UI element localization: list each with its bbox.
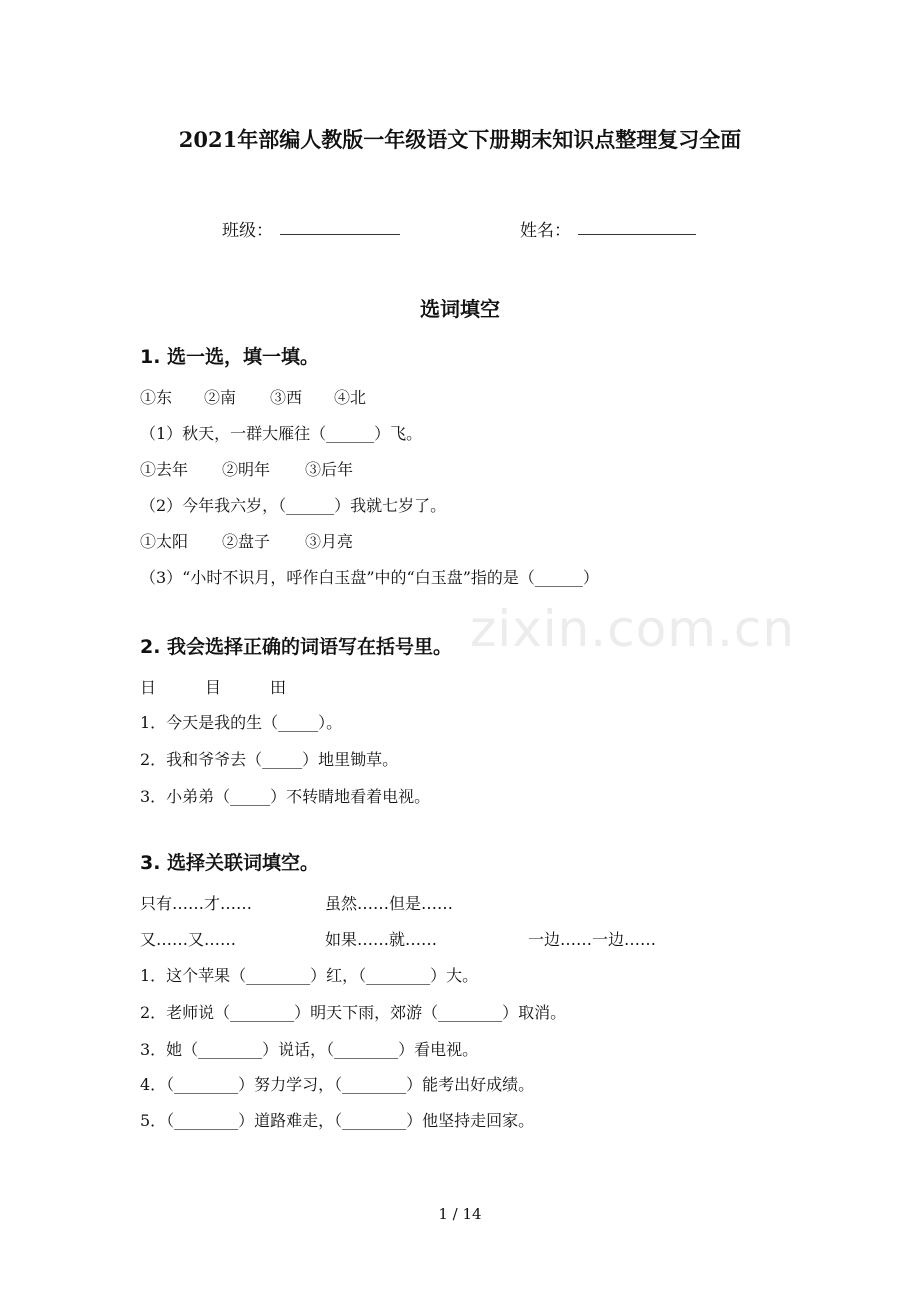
q2-option: 目 xyxy=(205,678,222,697)
q1-option: ②明年 xyxy=(222,460,271,479)
name-label: 姓名： xyxy=(520,221,571,241)
q1-option: ④北 xyxy=(334,388,367,407)
q1-option: ③月亮 xyxy=(305,532,354,551)
q3-item: 3．她（________）说话，（________）看电视。 xyxy=(140,1040,479,1059)
q1-option: ②南 xyxy=(204,388,237,407)
q1-option: ①东 xyxy=(140,388,173,407)
q2-option: 日 xyxy=(140,678,157,697)
q1-option: ①太阳 xyxy=(140,532,189,551)
q2-item: 3．小弟弟（_____）不转睛地看着电视。 xyxy=(140,787,431,806)
watermark: zixin.com.cn xyxy=(470,600,796,658)
q1-item-2: （2）今年我六岁，（______）我就七岁了。 xyxy=(140,496,447,515)
q1-item-1: （1）秋天，一群大雁往（______）飞。 xyxy=(140,424,423,443)
q3-option: 虽然……但是…… xyxy=(325,894,454,913)
q3-heading: 3. 选择关联词填空。 xyxy=(140,852,320,874)
q3-option: 只有……才…… xyxy=(140,894,253,913)
page-number: 1 / 14 xyxy=(438,1205,482,1223)
q3-option: 又……又…… xyxy=(140,930,237,949)
q2-item: 2．我和爷爷去（_____）地里锄草。 xyxy=(140,750,399,769)
q3-option: 如果……就…… xyxy=(325,930,438,949)
q3-item: 4．（________）努力学习，（________）能考出好成绩。 xyxy=(140,1075,535,1094)
q3-item: 1．这个苹果（________）红，（________）大。 xyxy=(140,966,479,985)
document-title: 2021年部编人教版一年级语文下册期末知识点整理复习全面 xyxy=(178,127,742,152)
q2-item: 1．今天是我的生（_____）。 xyxy=(140,713,343,732)
q2-heading: 2. 我会选择正确的词语写在括号里。 xyxy=(140,636,453,658)
q1-heading: 1. 选一选，填一填。 xyxy=(140,346,320,368)
q1-option: ③西 xyxy=(270,388,303,407)
q1-option: ③后年 xyxy=(305,460,354,479)
class-blank[interactable] xyxy=(280,234,400,235)
q1-option: ②盘子 xyxy=(222,532,271,551)
q1-item-3: （3）“小时不识月，呼作白玉盘”中的“白玉盘”指的是（______） xyxy=(140,568,599,587)
class-label: 班级： xyxy=(222,221,273,241)
q3-item: 5．（________）道路难走，（________）他坚持走回家。 xyxy=(140,1111,535,1130)
q3-item: 2．老师说（________）明天下雨，郊游（________）取消。 xyxy=(140,1003,567,1022)
section-title: 选词填空 xyxy=(420,297,500,321)
name-blank[interactable] xyxy=(578,234,696,235)
q3-option: 一边……一边…… xyxy=(528,930,657,949)
q1-option: ①去年 xyxy=(140,460,189,479)
q2-option: 田 xyxy=(270,678,287,697)
